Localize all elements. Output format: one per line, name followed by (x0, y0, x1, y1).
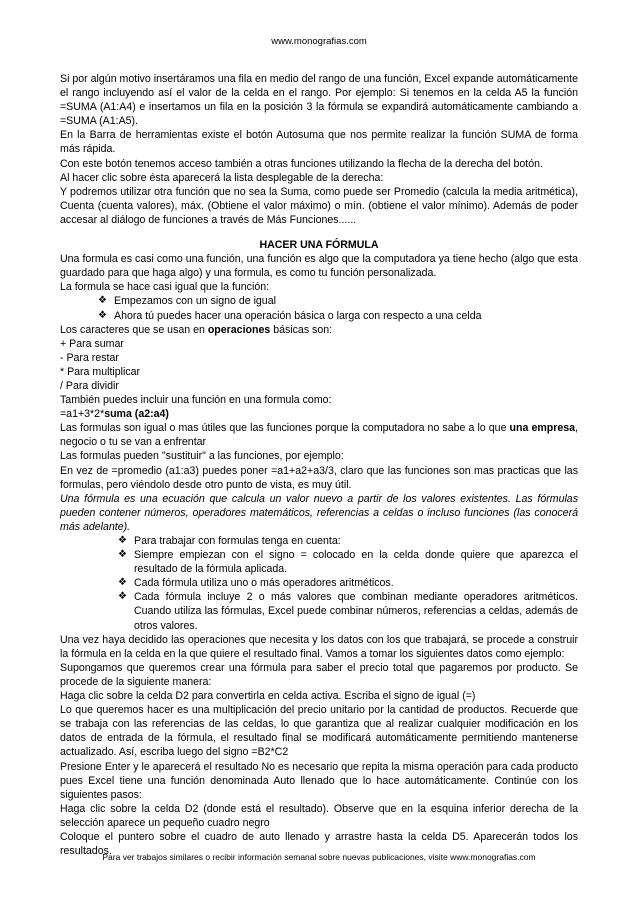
text-run: Las formulas son igual o mas útiles que las funciones porque la computadora no sabe a lo que (60, 422, 510, 435)
paragraph-promedio: En vez de =promedio (a1:a3) puedes poner =a1+a2+a3/3, claro que las funciones son mas practicas que las formulas, pero viéndolo desde otro punto de vista, es muy útil. (60, 464, 578, 491)
operator-sumar: + Para sumar (60, 337, 124, 350)
text-run: =a1+3*2* (60, 408, 105, 421)
paragraph-formula-como: La formula se hace casi igual que la función: (60, 281, 270, 294)
paragraph-definicion-italic: Una fórmula es una ecuación que calcula un valor nuevo a partir de los valores existentes. Las fórmulas pueden contener números, operadores matemáticos, referencias a celdas o incluso funciones (las conocerá más adelante). (60, 492, 578, 533)
paragraph-autosuma: En la Barra de herramientas existe el botón Autosuma que nos permite realizar la función SUMA de forma más rápida. (60, 129, 578, 156)
list-item (60, 309, 578, 323)
text-run: básicas son: (270, 323, 333, 336)
list-item-text: Empezamos con un signo de igual (114, 295, 276, 308)
diamond-bullet-icon: ❖ (118, 577, 127, 589)
formula-example (60, 407, 578, 421)
paragraph-enter: Presione Enter y le aparecerá el resultado No es necesario que repita la misma operación para cada producto pues Excel tiene una función denominada Auto llenado que lo hace automáticamente. Continúe con los siguientes pasos: (60, 760, 578, 801)
page-header-url: www.monografias.com (271, 36, 367, 47)
diamond-bullet-icon: ❖ (118, 535, 127, 546)
list-item-text: Cada fórmula incluye 2 o más valores que combinan mediante operadores aritméticos. Cuando utiliza las fórmulas, Excel puede combinar números, referencias a celdas, además de otros valores. (134, 591, 578, 632)
list-item-text: Cada fórmula utiliza uno o más operadores aritméticos. (134, 577, 394, 590)
paragraph-auto-llenado: Coloque el puntero sobre el cuadro de auto llenado y arrastre hasta la celda D5. Aparecerán todos los resultados. (60, 830, 578, 858)
diamond-bullet-icon: ❖ (118, 549, 127, 561)
text-run: Los caracteres que se usan en (60, 323, 208, 336)
paragraph-supongamos: Supongamos que queremos crear una fórmula para saber el precio total que pagaremos por producto. Se procede de la siguiente manera: (60, 661, 578, 688)
paragraph-caracteres (60, 323, 578, 337)
bold-text: suma (a2:a4) (104, 408, 169, 421)
paragraph-celda-d2: Haga clic sobre la celda D2 para convertirla en celda activa. Escriba el signo de igual (=) (60, 690, 476, 703)
list-item-text: Siempre empiezan con el signo = colocado en la celda donde quiere que aparezca el resultado de la fórmula aplicada. (134, 549, 578, 576)
document-body (60, 72, 578, 858)
bold-text: una empresa (509, 422, 576, 435)
paragraph-boton-funciones: Con este botón tenemos acceso también a otras funciones utilizando la flecha de la derecha del botón. (60, 157, 543, 170)
list-item-text: Para trabajar con formulas tenga en cuenta: (134, 535, 341, 547)
list-item (60, 294, 578, 308)
bold-text: operaciones (207, 323, 271, 336)
list-item (60, 590, 578, 632)
list-item (60, 576, 578, 590)
operator-restar: - Para restar (60, 351, 119, 364)
paragraph-construir-formula: Una vez haya decidido las operaciones que necesita y los datos con los que trabajará, se procede a construir la fórmula en la celda en la que quiere el resultado final. Vamos a tomar los siguientes datos como ejemplo: (60, 633, 578, 660)
paragraph-lista-desplegable: Al hacer clic sobre ésta aparecerá la lista desplegable de la derecha: (60, 171, 384, 184)
section-heading: HACER UNA FÓRMULA (259, 239, 379, 252)
list-item (60, 548, 578, 576)
paragraph-formulas-utiles (60, 421, 578, 449)
list-item (60, 534, 578, 548)
diamond-bullet-icon: ❖ (118, 591, 127, 603)
paragraph-formula-def: Una formula es casi como una función, una función es algo que la computadora ya tiene hecho (algo que esta guardado para que haga algo) y una formula, es como tu función personalizada. (60, 253, 578, 280)
list-item-text: Ahora tú puedes hacer una operación básica o larga con respecto a una celda (114, 309, 482, 322)
paragraph-cuadro-negro: Haga clic sobre la celda D2 (donde está el resultado). Observe que en la esquina inferior derecha de la selección aparece un pequeño cuadro negro (60, 802, 578, 829)
paragraph-range-expand: Si por algún motivo insertáramos una fila en medio del rango de una función, Excel expande automáticamente el rango incluyendo así el valor de la celda en el rango. Por ejemplo: Si tenemos en la celda A5 la función =SUMA (A1:A4) e insertamos un fila en la posición 3 la fórmula se expandirá automáticamente cambiando a =SUMA (A1:A5). (60, 73, 578, 128)
paragraph-incluir-funcion: También puedes incluir una función en una formula como: (60, 394, 332, 407)
diamond-bullet-icon: ❖ (98, 295, 107, 307)
page-footer: Para ver trabajos similares o recibir información semanal sobre nuevas publicaciones, visite www.monografias.com (102, 852, 536, 862)
operator-multiplicar: * Para multiplicar (60, 365, 141, 378)
operator-dividir: / Para dividir (60, 379, 119, 392)
text-run: , negocio o tu se van a enfrentar (60, 422, 578, 449)
paragraph-sustituir: Las formulas pueden "sustituir" a las funciones, por ejemplo: (60, 450, 344, 463)
paragraph-otras-funciones: Y podremos utilizar otra función que no sea la Suma, como puede ser Promedio (calcula la media aritmética), Cuenta (cuenta valores), máx. (Obtiene el valor máximo) o mín. (obtiene el valor mínimo). Además de poder accesar al diálogo de funciones a través de Más Funciones...... (60, 185, 578, 226)
diamond-bullet-icon: ❖ (98, 309, 107, 321)
paragraph-multiplicacion: Lo que queremos hacer es una multiplicación del precio unitario por la cantidad de productos. Recuerde que se trabaja con las referencias de las celdas, lo que garantiza que al realizar cualquier modificación en los datos de entrada de la fórmula, el resultado final se modificará automáticamente permitiendo mantenerse actualizado. Así, escriba luego del signo =B2*C2 (60, 704, 578, 759)
